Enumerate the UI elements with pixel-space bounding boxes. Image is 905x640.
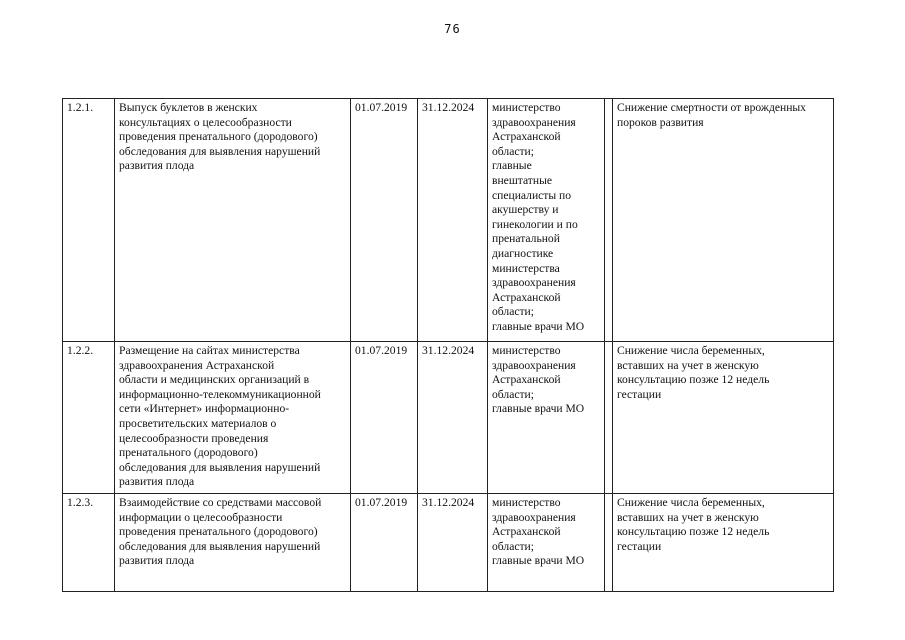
table-row bbox=[63, 99, 834, 342]
start-date-cell: 01.07.2019 bbox=[351, 342, 418, 494]
responsible-cell: министерство здравоохранения Астраханской области; главные врачи МО bbox=[488, 342, 605, 494]
end-date-cell: 31.12.2024 bbox=[418, 99, 488, 342]
start-date-cell: 01.07.2019 bbox=[351, 494, 418, 592]
end-date-cell: 31.12.2024 bbox=[418, 494, 488, 592]
table-row bbox=[63, 494, 834, 592]
row-number: 1.2.2. bbox=[63, 342, 115, 494]
column-separator bbox=[605, 99, 613, 342]
column-separator bbox=[605, 494, 613, 592]
page-number: 76 bbox=[444, 22, 461, 36]
row-number: 1.2.3. bbox=[63, 494, 115, 592]
activity-table bbox=[62, 98, 834, 592]
activity-cell: Взаимодействие со средствами массовой информации о целесообразности проведения пренатального (дородового) обследования для выявления нарушений развития плода bbox=[115, 494, 351, 592]
activity-cell: Выпуск буклетов в женских консультациях о целесообразности проведения пренатального (дородового) обследования для выявления нарушений развития плода bbox=[115, 99, 351, 342]
end-date-cell: 31.12.2024 bbox=[418, 342, 488, 494]
start-date-cell: 01.07.2019 bbox=[351, 99, 418, 342]
responsible-cell: министерство здравоохранения Астраханской области; главные внештатные специалисты по акушерству и гинекологии и по пренатальной диагностике министерства здравоохранения Астраханской области; главные врачи МО bbox=[488, 99, 605, 342]
result-cell: Снижение числа беременных, вставших на учет в женскую консультацию позже 12 недель гестации bbox=[613, 494, 834, 592]
column-separator bbox=[605, 342, 613, 494]
activity-cell: Размещение на сайтах министерства здравоохранения Астраханской области и медицинских организаций в информационно-телекоммуникационной сети «Интернет» информационно- просветительских материалов о целесообразности проведения пренатального (дородового) обследования для выявления нарушений развития плода bbox=[115, 342, 351, 494]
row-number: 1.2.1. bbox=[63, 99, 115, 342]
responsible-cell: министерство здравоохранения Астраханской области; главные врачи МО bbox=[488, 494, 605, 592]
result-cell: Снижение смертности от врожденных пороков развития bbox=[613, 99, 834, 342]
result-cell: Снижение числа беременных, вставших на учет в женскую консультацию позже 12 недель гестации bbox=[613, 342, 834, 494]
table-row bbox=[63, 342, 834, 494]
